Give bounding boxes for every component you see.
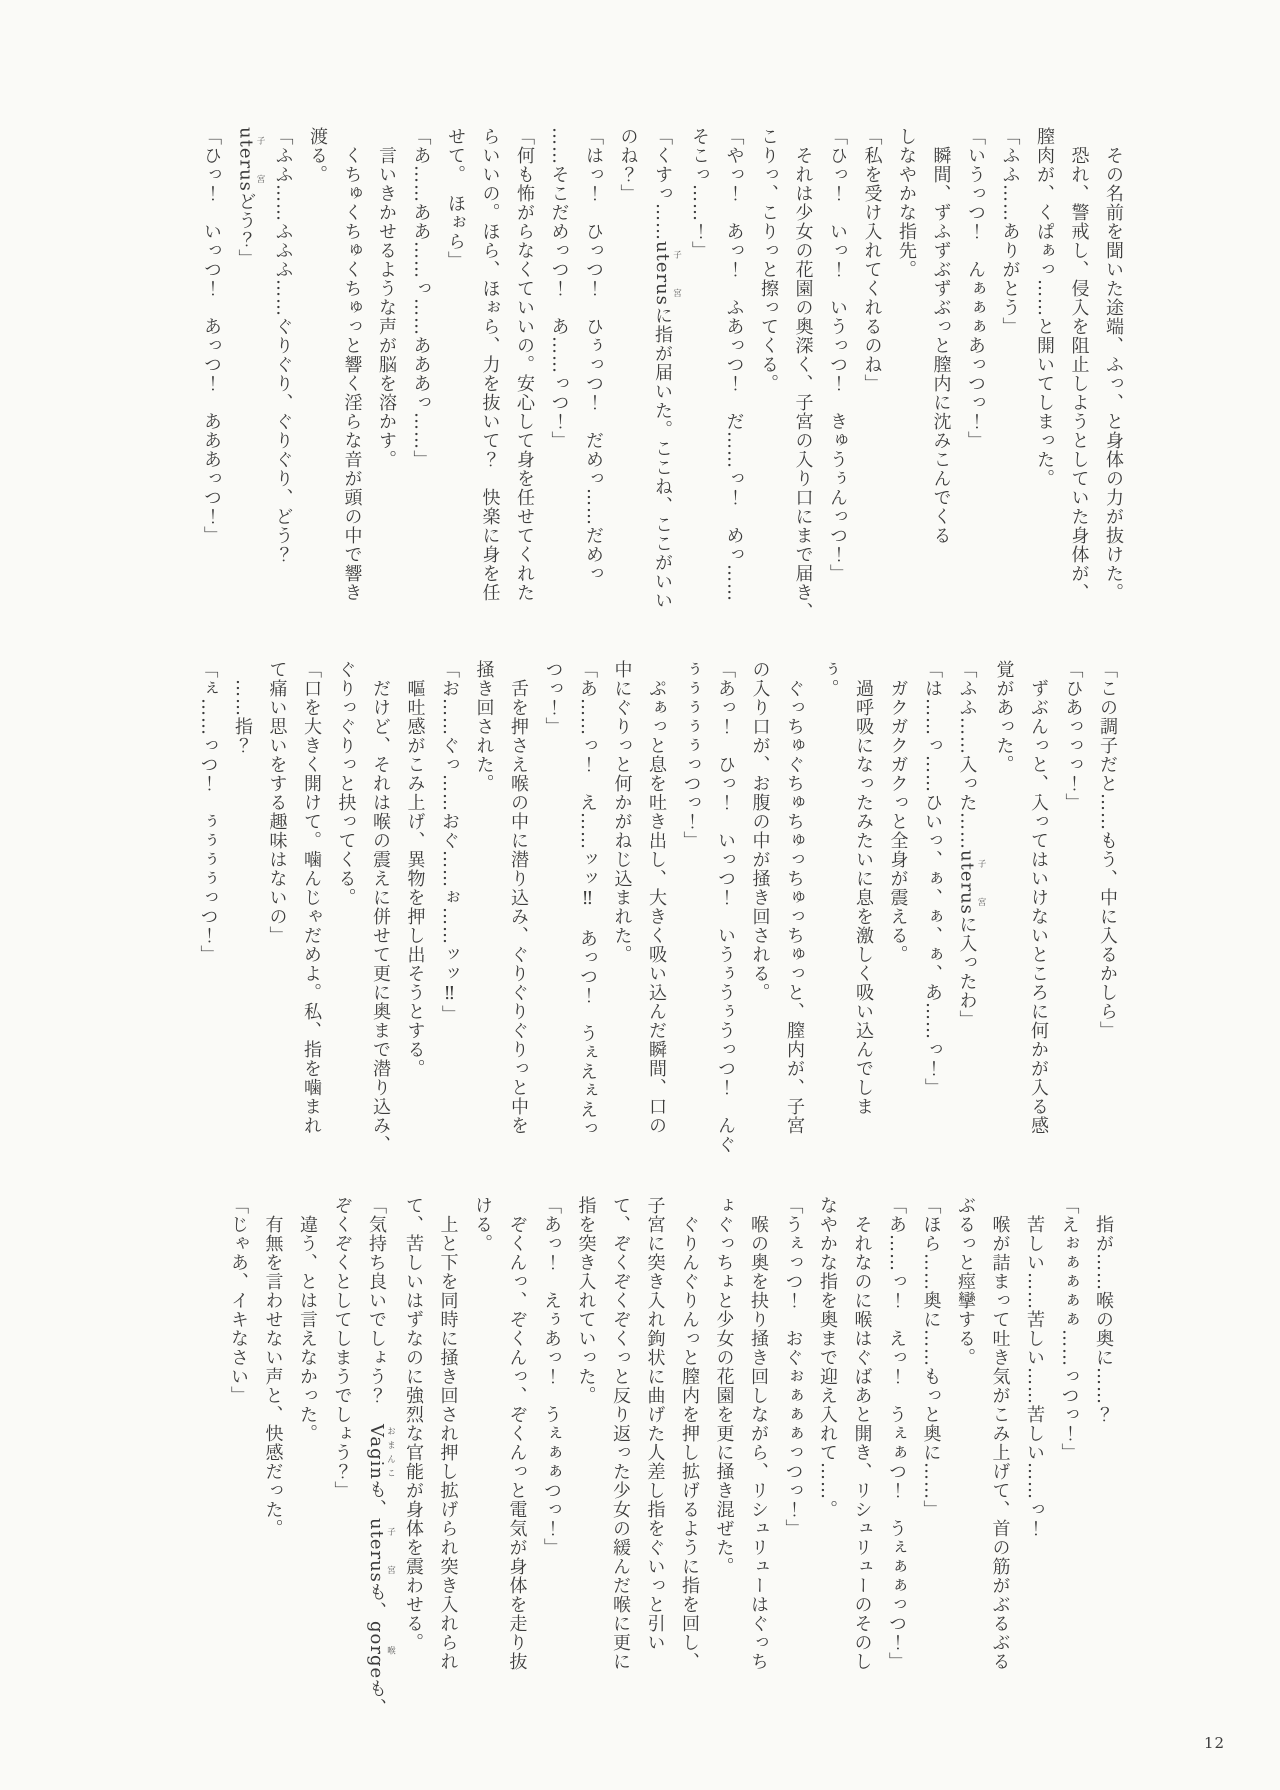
text-column: 「いうっつ！ んぁぁぁあっつっ！」 — [965, 127, 986, 450]
text-column: 恐れ、警戒し、侵入を阻止しようとしていた身体が、 — [1068, 127, 1090, 602]
text-band-middle — [190, 660, 1124, 1165]
text-column: 渡る。 — [307, 127, 328, 184]
text-column: uterus子宮どう？」 — [235, 127, 265, 268]
text-column: ぅぅぅぅぅっつっ！」 — [680, 660, 702, 850]
text-column: 喉の奥を抉り掻き回しながら、リシュリューはぐっち — [748, 1196, 769, 1671]
text-column: 「くすっ……uterus子宮に指が届いた。ここね、ここがいい — [652, 127, 682, 610]
text-column: なやかな指を奥まで迎え入れて……。 — [817, 1196, 838, 1519]
ruby-annotated-word: uterus子宮 — [652, 241, 682, 306]
text-column: て、ぞくぞくぞくっと反り返った少女の緩んだ喉に更に — [610, 1196, 631, 1671]
text-column: 「うぇっつ！ おぐぉぁぁぁっつっ！」 — [782, 1196, 804, 1538]
text-column: せて。 ほぉら」 — [445, 127, 466, 270]
text-column: つっ！」 — [542, 660, 564, 736]
text-column: 苦しい……苦しい……苦しい……っ！ — [1024, 1196, 1045, 1538]
text-column: 「ふふ……ありがとう」 — [999, 127, 1021, 336]
text-column: 言いきかせるような声が脳を溶かす。 — [376, 127, 397, 469]
text-column: らいいの。ほら、ほぉら、力を抜いて？ 快楽に身を任 — [479, 127, 501, 602]
ruby-annotated-word: gorge喉 — [366, 1620, 396, 1680]
ruby-annotated-word: uterus子宮 — [235, 127, 265, 192]
text-column: 違う、とは言えなかった。 — [297, 1196, 318, 1443]
text-column: くちゅくちゅくちゅっと響く淫らな音が頭の中で響き — [341, 127, 363, 602]
text-column: 上と下を同時に掻き回され押し拡げられ突き入れられ — [437, 1196, 459, 1671]
ruby-annotated-word: uterus子宮 — [366, 1517, 396, 1583]
text-column: て、苦しいはずなのに強烈な官能が身体を震わせる。 — [403, 1196, 424, 1652]
text-column: 「ふふ……ふふふ……ぐりぐり、ぐりぐり、どう？ — [272, 127, 294, 564]
text-column: ガクガクガクっと全身が震える。 — [887, 660, 909, 964]
text-column: こりっ、こりっと擦ってくる。 — [758, 127, 779, 393]
text-column: 「ふふ……入った……uterus子宮に入ったわ」 — [956, 660, 986, 1029]
text-column: 中にぐりっと何かがねじ込まれた。 — [611, 660, 633, 964]
page-number: 12 — [1204, 1734, 1226, 1752]
text-column: て痛い思いをする趣味はないの」 — [266, 660, 288, 945]
text-column: 「お……ぐっ……おぐ……ぉ……ッッ‼」 — [439, 660, 460, 1024]
text-band-bottom — [221, 1196, 1121, 1718]
text-column: 喉が詰まって吐き気がこみ上げて、首の筋がぶるぶる — [989, 1196, 1011, 1671]
text-column: それは少女の花園の奥深く、子宮の入り口にまで届き、 — [792, 127, 814, 621]
text-column: 「ひあっっっ！」 — [1062, 660, 1084, 812]
text-column: ぐっちゅぐちゅちゅっちゅっちゅっと、膣内が、子宮 — [784, 660, 805, 1135]
text-column: 「じゃあ、イキなさい」 — [228, 1196, 249, 1405]
text-column: 「ひっ！ いっつ！ あっつ！ あああっつ！」 — [201, 127, 222, 545]
text-column: 「ひっ！ いっ！ いうっつ！ きゅうぅんっつ！」 — [827, 127, 848, 583]
text-column: ぅ。 — [818, 660, 840, 698]
text-column: しなやかな指先。 — [896, 127, 917, 279]
text-column: 「あ……っ！ え……ッッ‼ あっつ！ うぇえぇえっ — [577, 660, 598, 1138]
text-column: 「は……っ……ひいっ、ぁ、ぁ、ぁ、あ……っ！」 — [922, 660, 943, 1097]
text-column: 「あっ！ えぅあっ！ うぇぁぁつっ！」 — [541, 1196, 562, 1557]
text-column: 「はっ！ ひっつ！ ひぅっつ！ だめっ……だめっ — [583, 127, 604, 583]
text-column: ぐりんぐりんっと膣内を押し拡げるように指を回し、 — [679, 1196, 700, 1671]
text-column: それなのに喉はぐばあと開き、リシュリューのそのし — [851, 1196, 873, 1671]
text-column: ぞくぞくとしてしまうでしょう？」 — [331, 1196, 353, 1500]
text-column: 瞬間、ずふずぶずぶっと膣内に沈みこんでくる — [930, 127, 952, 545]
text-column: のね？」 — [617, 127, 639, 203]
text-band-top — [194, 127, 1131, 632]
text-column: 「気持ち良いでしょう？ Vaginおまんこも、uterus子宮も、gorge喉も、 — [366, 1196, 396, 1718]
text-column: だけど、それは喉の震えに併せて更に奥まで潜り込み、 — [370, 660, 391, 1154]
text-column: 舌を押さえ喉の中に潜り込み、ぐりぐりぐりっと中を — [508, 660, 529, 1135]
text-column: ぶるっと痙攣する。 — [955, 1196, 976, 1367]
ruby-annotated-word: Vaginおまんこ — [366, 1424, 396, 1480]
text-column: 嘔吐感がこみ上げ、異物を押し出そうとする。 — [404, 660, 426, 1078]
text-column: の入り口が、お腹の中が掻き回される。 — [749, 660, 771, 1002]
text-column: 子宮に突き入れ鉤状に曲げた人差し指をぐいっと引い — [644, 1196, 666, 1652]
text-column: 過呼吸になったみたいに息を激しく吸い込んでしま — [853, 660, 874, 1116]
text-column: ぞくんっ、ぞくんっ、ぞくんっと電気が身体を走り抜 — [506, 1196, 528, 1671]
text-column: 「ほら……奥に……もっと奥に……」 — [920, 1196, 942, 1519]
text-column: 「この調子だと……もう、中に入るかしら」 — [1097, 660, 1118, 1040]
text-column: 「私を受け入れてくれるのね」 — [861, 127, 883, 393]
text-column: 指を突き入れていった。 — [575, 1196, 597, 1405]
text-column: ける。 — [472, 1196, 493, 1253]
text-column: 指が……喉の奥に……？ — [1093, 1196, 1114, 1424]
text-column: 「やっ！ あっ！ ふあっつ！ だ……っ！ めっ…… — [723, 127, 745, 602]
text-column: ょぐっちょと少女の花園を更に掻き混ぜた。 — [713, 1196, 735, 1576]
text-column: 「ぇ……っつ！ ぅぅぅぅっつ！」 — [197, 660, 219, 964]
text-column: 「えぉぁぁぁぁ……っつっ！」 — [1058, 1196, 1080, 1462]
text-column: 掻き回された。 — [473, 660, 495, 793]
text-column: 「あっ！ ひっ！ いっつ！ いうぅうぅうっつ！ んぐ — [715, 660, 736, 1154]
text-column: 「口を大きく開けて。噛んじゃだめよ。私、指を噛まれ — [301, 660, 322, 1135]
text-column: 膣肉が、くぱぁっ……と開いてしまった。 — [1034, 127, 1055, 488]
text-column: 「あ……ああ……っ……あああっ……」 — [410, 127, 432, 469]
text-column: ずぶんっと、入ってはいけないところに何かが入る感 — [1028, 660, 1049, 1135]
text-column: 「何も怖がらなくていいの。安心して身を任せてくれた — [514, 127, 535, 602]
text-column: ……そこだめっつ！ あ……っつ！」 — [548, 127, 570, 450]
text-column: 「あ……っ！ えっ！ うぇぁつ！ うぇぁぁっつ！」 — [886, 1196, 907, 1671]
text-column: ……指？ — [232, 660, 253, 755]
text-column: 有無を言わせない声と、快感だった。 — [262, 1196, 284, 1538]
text-column: 覚があった。 — [993, 660, 1015, 774]
text-column: そこっ……！」 — [689, 127, 710, 260]
text-column: ぷぁっと息を吐き出し、大きく吸い込んだ瞬間、口の — [646, 660, 667, 1135]
text-column: その名前を聞いた途端、ふっ、と身体の力が抜けた。 — [1103, 127, 1124, 602]
ruby-annotated-word: uterus子宮 — [956, 850, 986, 915]
text-column: ぐりっぐりっと抉ってくる。 — [335, 660, 357, 907]
